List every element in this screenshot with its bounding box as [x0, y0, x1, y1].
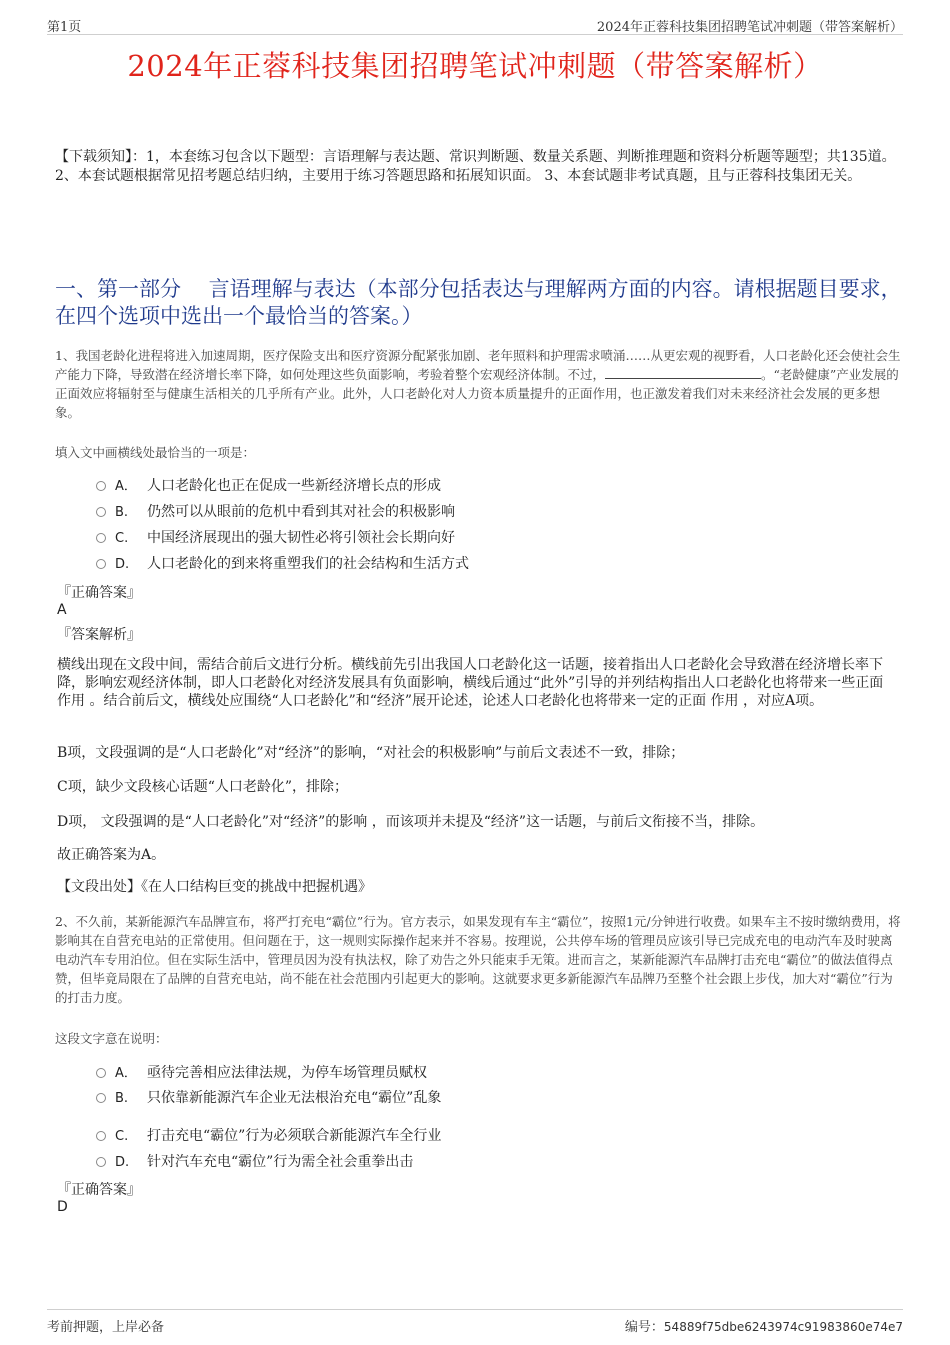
- question-2-prompt: 这段文字意在说明：: [55, 1031, 168, 1046]
- option-letter: B.: [115, 505, 129, 520]
- explanation-conclusion: 故正确答案为A。: [57, 847, 166, 863]
- option-letter: D.: [115, 557, 130, 572]
- option-text: 人口老龄化的到来将重塑我们的社会结构和生活方式: [147, 556, 469, 572]
- correct-answer-label: 『正确答案』: [57, 1182, 141, 1198]
- option-text: 亟待完善相应法律法规，为停车场管理员赋权: [147, 1065, 427, 1081]
- question-1-option-c[interactable]: [96, 528, 455, 548]
- radio-icon[interactable]: [96, 559, 106, 569]
- document-code: [625, 1316, 903, 1335]
- answer-blank-line: [605, 366, 761, 379]
- option-text: 打击充电“霸位”行为必须联合新能源汽车全行业: [147, 1128, 442, 1144]
- question-1-stem: [55, 346, 903, 422]
- question-1-option-b[interactable]: [96, 502, 455, 522]
- option-letter: C.: [115, 1129, 129, 1144]
- option-text: 仍然可以从眼前的危机中看到其对社会的积极影响: [147, 504, 455, 520]
- passage-source: 【文段出处】《在人口结构巨变的挑战中把握机遇》: [57, 879, 372, 895]
- option-letter: A．: [115, 1066, 137, 1081]
- option-letter: D.: [115, 1155, 130, 1170]
- analysis-label: 『答案解析』: [57, 627, 141, 643]
- page-header: [47, 14, 903, 35]
- question-2-option-c[interactable]: [96, 1126, 441, 1146]
- radio-icon[interactable]: [96, 1068, 106, 1078]
- option-letter: A．: [115, 479, 137, 494]
- page-number: 第1页: [47, 20, 82, 35]
- explanation-option-c: C项，缺少文段核心话题“人口老龄化”，排除；: [57, 779, 349, 795]
- radio-icon[interactable]: [96, 1157, 106, 1167]
- footer-slogan: 考前押题，上岸必备: [47, 1320, 165, 1335]
- section-heading: 一、第一部分 言语理解与表达（本部分包括表达与理解两方面的内容。请根据题目要求，在四个选项中选出一个最恰当的答案。）: [55, 277, 902, 328]
- question-1-prompt: 填入文中画横线处最恰当的一项是：: [55, 445, 256, 460]
- correct-answer-label: 『正确答案』: [57, 585, 141, 601]
- question-1-stem-part-a: 1、我国老龄化进程将进入加速周期，医疗保险支出和医疗资源分配紧张加剧、老年照料和护理需求喷涌……从更宏观的视野看，人口老龄化还会使社会生产能力下降，导致潜在经济增长率下降，如何处理这些负面影响，考验着整个宏观经济体制。不过，: [55, 348, 901, 382]
- correct-answer-value: A: [57, 602, 67, 618]
- option-text: 中国经济展现出的强大韧性必将引领社会长期向好: [147, 530, 455, 546]
- option-letter: B.: [115, 1091, 129, 1106]
- document-title: 2024年正蓉科技集团招聘笔试冲刺题（带答案解析）: [127, 49, 823, 83]
- question-2-stem: 2、不久前，某新能源汽车品牌宣布，将严打充电“霸位”行为。官方表示，如果发现有车主“霸位”，按照1元/分钟进行收费。如果车主不按时缴纳费用，将影响其在自营充电站的正常使用。但问题在于，这一规则实际操作起来并不容易。按理说，公共停车场的管理员应该引导已完成充电的电动汽车及时驶离电动汽车专用泊位。但在实际生活中，管理员因为没有执法权，除了劝告之外只能束手无策。进而言之，某新能源汽车品牌打击充电“霸位”的做法值得点赞，但毕竟局限在了品牌的自营充电站，尚不能在社会范围内引起更大的影响。这就要求更多新能源汽车品牌乃至整个社会跟上步伐，加大对“霸位”行为的打击力度。: [55, 914, 901, 1005]
- radio-icon[interactable]: [96, 481, 106, 491]
- question-1-stem-part-b: 。“老龄健康”产业发展的正面效应将辐射至与健康生活相关的几乎所有产业。此外，人口老龄化对人力资本质量提升的正面作用，也正激发着我们对未来经济社会发展的更多想象。: [55, 367, 899, 420]
- header-doc-title: 2024年正蓉科技集团招聘笔试冲刺题（带答案解析）: [596, 20, 903, 35]
- option-letter: C.: [115, 531, 129, 546]
- explanation-option-d: D项， 文段强调的是“人口老龄化”对“经济”的影响 ，而该项并未提及“经济”这一话题，与前后文衔接不当，排除。: [57, 814, 765, 830]
- explanation-main: 横线出现在文段中间，需结合前后文进行分析。横线前先引出我国人口老龄化这一话题，接着指出人口老龄化会导致潜在经济增长率下降，影响宏观经济体制，即人口老龄化对经济发展具有负面影响，横线后通过“此外”引导的并列结构指出人口老龄化也将带来一些正面 作用 。结合前后文，横线处应围绕“人口老龄化”和“经济”展开论述，论述人口老龄化也将带来一定的正面 作用 ，对应A项。: [57, 657, 884, 709]
- download-notice: 【下载须知】：1，本套练习包含以下题型：言语理解与表达题、常识判断题、数量关系题、判断推理题和资料分析题等题型；共135道。 2、本套试题根据常见招考题总结归纳，主要用于练习答题思路和拓展知识面。 3、本套试题非考试真题，且与正蓉科技集团无关。: [55, 149, 896, 184]
- option-text: 只依靠新能源汽车企业无法根治充电“霸位”乱象: [147, 1090, 442, 1106]
- question-2-option-d[interactable]: [96, 1152, 413, 1172]
- radio-icon[interactable]: [96, 1131, 106, 1141]
- correct-answer-value: D: [57, 1199, 68, 1215]
- code-label: 编号：: [624, 1320, 664, 1335]
- option-text: 人口老龄化也正在促成一些新经济增长点的形成: [147, 478, 441, 494]
- radio-icon[interactable]: [96, 507, 106, 517]
- explanation-option-b: B项，文段强调的是“人口老龄化”对“经济”的影响，“对社会的积极影响”与前后文表述不一致，排除；: [57, 745, 685, 761]
- radio-icon[interactable]: [96, 533, 106, 543]
- question-1-option-d[interactable]: [96, 554, 469, 574]
- option-text: 针对汽车充电“霸位”行为需全社会重拳出击: [147, 1154, 414, 1170]
- question-2-option-b[interactable]: [96, 1088, 441, 1108]
- page-footer: [47, 1309, 903, 1335]
- radio-icon[interactable]: [96, 1093, 106, 1103]
- code-value: 54889f75dbe6243974c91983860e74e7: [663, 1320, 903, 1334]
- question-1-option-a[interactable]: [96, 476, 441, 496]
- question-2-option-a[interactable]: [96, 1063, 427, 1083]
